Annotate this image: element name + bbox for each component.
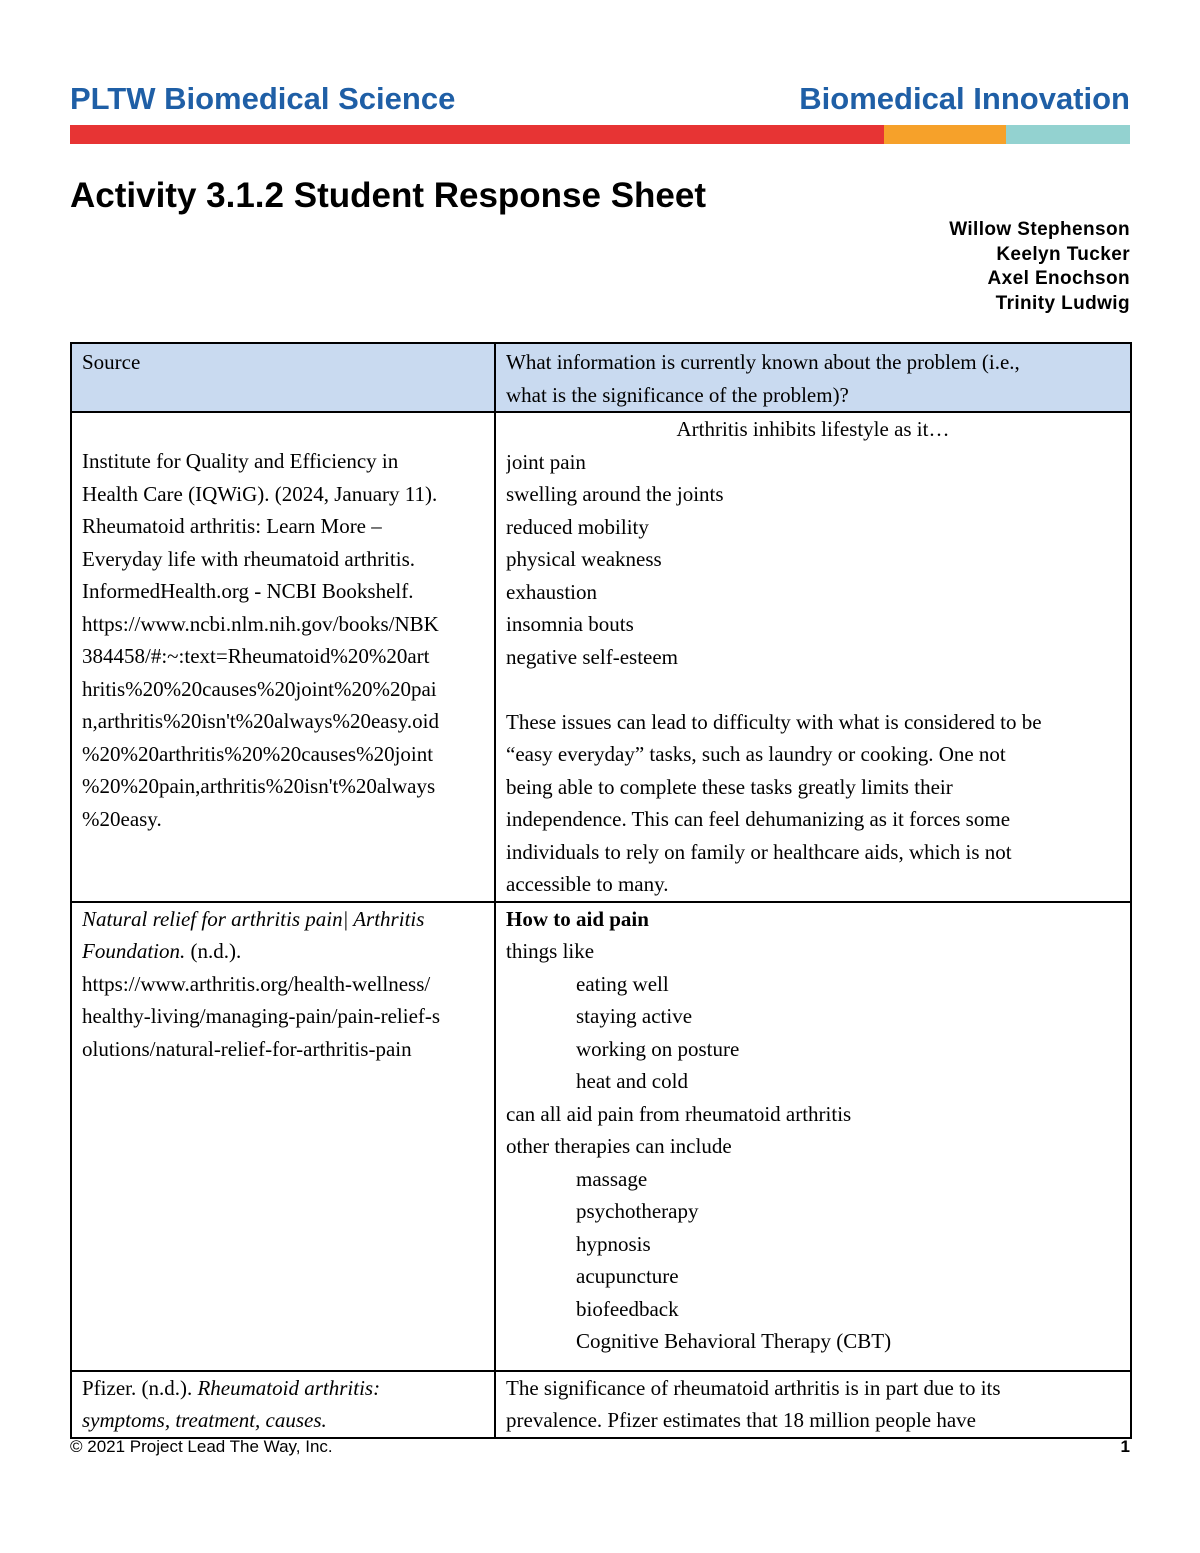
info-cell <box>495 1371 1131 1438</box>
student-names <box>730 218 1130 316</box>
list-item: joint pain <box>506 449 586 474</box>
citation-url-line: %20%20arthritis%20%20causes%20joint <box>82 741 434 766</box>
citation-date: (n.d.). <box>185 939 242 963</box>
citation-author: Pfizer. (n.d.). <box>82 1375 198 1400</box>
list-item: heat and cold <box>576 1069 688 1093</box>
page-number: 1 <box>1120 1437 1130 1456</box>
table-row <box>71 1371 1131 1438</box>
blank-line <box>506 673 1120 706</box>
paragraph-line: accessible to many. <box>506 872 669 896</box>
citation-url-line: %20%20pain,arthritis%20isn't%20always <box>82 774 436 798</box>
list-item: swelling around the joints <box>506 482 724 506</box>
paragraph-line: These issues can lead to difficulty with what is considered to be <box>506 709 1042 734</box>
response-table <box>70 342 1132 1439</box>
list-item: biofeedback <box>576 1296 679 1321</box>
header-source-label: Source <box>82 350 141 374</box>
citation-italic: Foundation. <box>82 939 186 963</box>
citation-line: Rheumatoid arthritis: Learn More – <box>82 514 382 538</box>
page-title: Activity 3.1.2 Student Response Sheet <box>70 176 707 215</box>
table-header-row <box>71 343 1131 412</box>
citation-url-line: %20easy. <box>82 806 162 831</box>
header-cell-source <box>71 343 495 412</box>
student-name: Axel Enochson <box>987 268 1130 289</box>
color-bar-red-segment <box>70 125 884 144</box>
list-item: staying active <box>576 1004 693 1028</box>
citation-line: Health Care (IQWiG). (2024, January 11). <box>82 481 438 506</box>
citation-url-line: hritis%20%20causes%20joint%20%20pai <box>82 676 437 701</box>
paragraph-line: prevalence. Pfizer estimates that 18 million people have <box>506 1408 976 1432</box>
source-cell <box>71 412 495 902</box>
student-name: Willow Stephenson <box>949 219 1130 240</box>
paragraph-line: individuals to rely on family or healthcare aids, which is not <box>506 839 1012 864</box>
color-bar-teal-segment <box>1006 125 1130 144</box>
color-bar-orange-segment <box>884 125 1006 144</box>
citation-line: Natural relief for arthritis pain| Arthritis <box>82 906 425 931</box>
citation-url-line: 384458/#:~:text=Rheumatoid%20%20art <box>82 644 430 668</box>
list-item: massage <box>576 1166 648 1191</box>
page-header <box>70 80 1130 120</box>
info-cell <box>495 412 1131 902</box>
citation-url-line: https://www.ncbi.nlm.nih.gov/books/NBK <box>82 611 439 636</box>
info-line: things like <box>506 939 595 963</box>
info-heading: How to aid pain <box>506 906 649 931</box>
list-item: negative self-esteem <box>506 644 678 669</box>
paragraph-line: independence. This can feel dehumanizing as it forces some <box>506 807 1011 831</box>
citation-url-line: olutions/natural-relief-for-arthritis-pain <box>82 1036 412 1061</box>
paragraph-line: The significance of rheumatoid arthritis is in part due to its <box>506 1375 1001 1400</box>
list-item: hypnosis <box>576 1231 651 1256</box>
citation-line: Institute for Quality and Efficiency in <box>82 449 399 473</box>
citation-url-line: healthy-living/managing-pain/pain-relief-s <box>82 1004 441 1028</box>
info-cell <box>495 902 1131 1371</box>
table-row <box>71 902 1131 1371</box>
list-item: reduced mobility <box>506 514 649 539</box>
header-color-bar <box>70 125 1130 144</box>
citation-url-line: n,arthritis%20isn't%20always%20easy.oid <box>82 709 440 733</box>
source-citation <box>82 445 484 835</box>
footer-copyright: © 2021 Project Lead The Way, Inc. <box>70 1437 333 1456</box>
list-item: insomnia bouts <box>506 612 634 636</box>
list-item: eating well <box>576 971 669 996</box>
list-item: Cognitive Behavioral Therapy (CBT) <box>576 1329 892 1353</box>
list-item: acupuncture <box>576 1264 679 1288</box>
citation-italic: Rheumatoid arthritis: <box>197 1375 381 1400</box>
list-item: working on posture <box>576 1036 740 1061</box>
header-cell-info <box>495 343 1131 412</box>
citation-line: symptoms, treatment, causes. <box>82 1408 327 1432</box>
source-cell <box>71 902 495 1371</box>
header-course-title: Biomedical Innovation <box>799 81 1130 116</box>
info-line: can all aid pain from rheumatoid arthritis <box>506 1101 852 1126</box>
citation-line: InformedHealth.org - NCBI Bookshelf. <box>82 579 414 603</box>
student-name: Trinity Ludwig <box>995 292 1130 314</box>
header-program-title: PLTW Biomedical Science <box>70 81 456 116</box>
list-item: psychotherapy <box>576 1199 699 1223</box>
info-intro: Arthritis inhibits lifestyle as it… <box>676 417 950 441</box>
page-footer <box>70 1437 1130 1461</box>
paragraph-line: being able to complete these tasks greatly limits their <box>506 774 953 799</box>
paragraph-line: “easy everyday” tasks, such as laundry or cooking. One not <box>506 742 1006 766</box>
header-info-line: what is the significance of the problem)? <box>506 382 849 407</box>
source-cell <box>71 1371 495 1438</box>
citation-line <box>82 935 484 968</box>
list-item: physical weakness <box>506 547 662 571</box>
citation-line <box>82 1372 484 1405</box>
header-info-line: What information is currently known about the problem (i.e., <box>506 350 1020 374</box>
list-item: exhaustion <box>506 579 597 604</box>
student-name: Keelyn Tucker <box>996 243 1130 265</box>
table-row <box>71 412 1131 902</box>
citation-url-line: https://www.arthritis.org/health-wellness/ <box>82 971 431 996</box>
citation-line: Everyday life with rheumatoid arthritis. <box>82 546 415 571</box>
info-line: other therapies can include <box>506 1134 732 1158</box>
